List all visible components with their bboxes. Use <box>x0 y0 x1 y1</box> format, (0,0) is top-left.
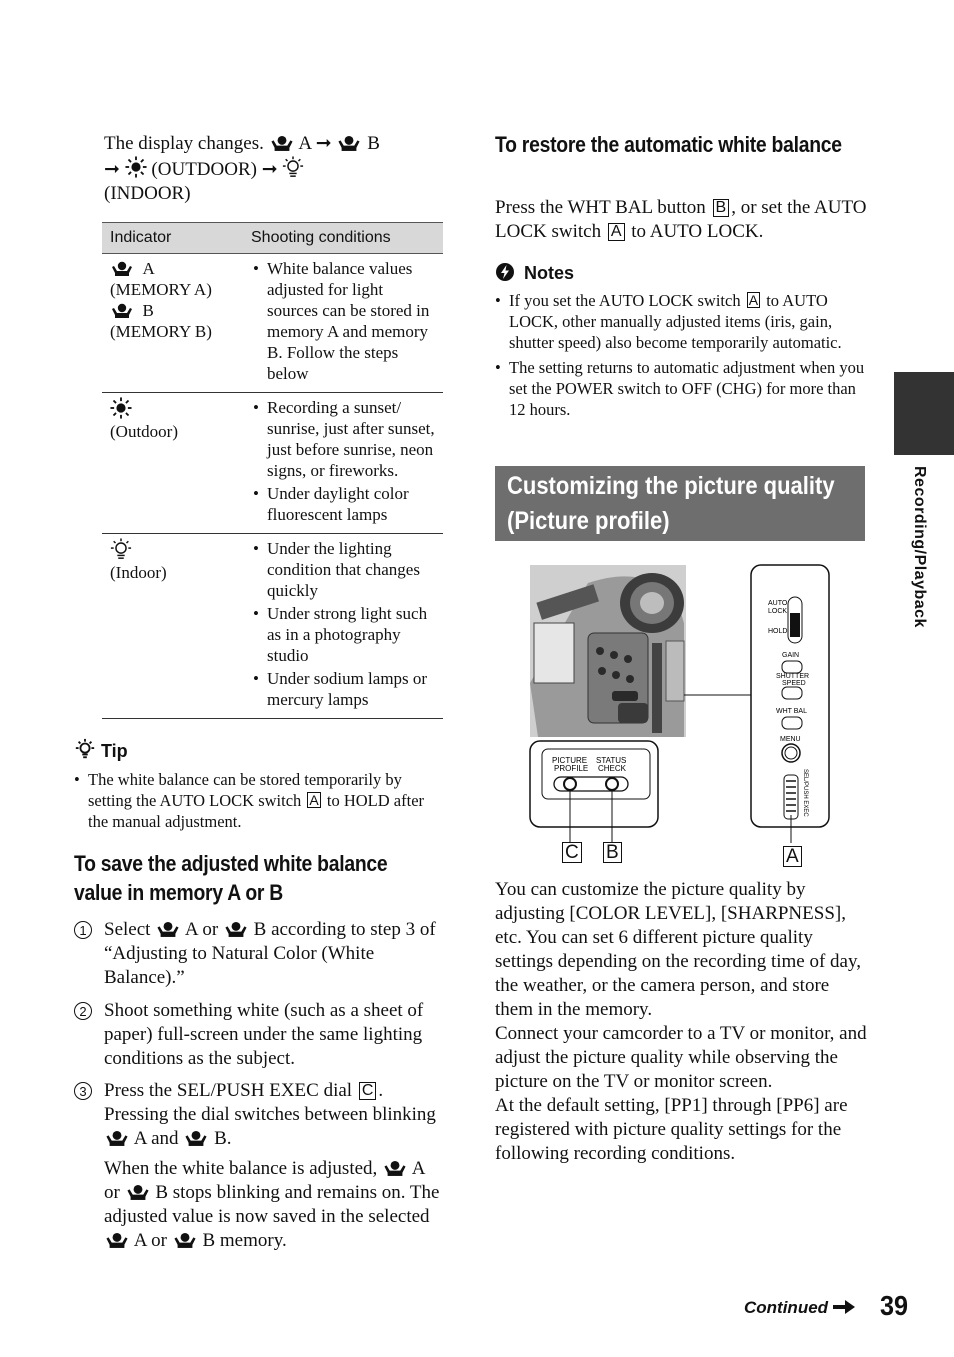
page-number: 39 <box>880 1290 909 1321</box>
white-balance-memory-icon <box>125 1182 151 1201</box>
body-paragraph: At the default setting, [PP1] through [PP6] are registered with picture quality settings for the following recording conditions. <box>495 1095 848 1164</box>
svg-text:GAIN: GAIN <box>782 652 800 659</box>
body-paragraph: Connect your camcorder to a TV or monitor, and adjust the picture quality while observing the picture on the TV or monitor screen. <box>495 1023 867 1092</box>
svg-text:STATUS: STATUS <box>596 756 627 765</box>
list-item: • White balance values adjusted for light sources can be stored in memory A and memory B. Follow the steps below <box>251 258 435 384</box>
conditions-cell <box>243 254 443 393</box>
restore-paragraph: Press the WHT BAL button B , or set the AUTO LOCK switch A to AUTO LOCK. <box>495 197 867 242</box>
step-1: 1 Select A or B according to step 3 of “Adjusting to Natural Color (White Balance).” <box>74 918 442 990</box>
svg-text:PICTURE: PICTURE <box>552 756 588 765</box>
section-side-tab <box>894 372 954 455</box>
picture-profile-body <box>495 878 867 1166</box>
step-3: 3 Press the SEL/PUSH EXEC dial C . Pressing the dial switches between blinking A and B. <box>74 1079 442 1151</box>
table-header: Indicator <box>102 223 243 254</box>
callout-a-label: A <box>783 846 802 867</box>
status-check-button[interactable] <box>606 778 618 790</box>
note-item: • If you set the AUTO LOCK switch A to AUTO LOCK, other manually adjusted items (iris, gain, shutter speed) also become temporarily automatic. <box>495 290 867 353</box>
white-balance-memory-icon <box>104 1128 130 1147</box>
camcorder-figure <box>528 563 838 868</box>
outdoor-sun-icon <box>110 397 132 419</box>
svg-text:PROFILE: PROFILE <box>554 764 589 773</box>
section-side-label: Recording/Playback <box>911 466 928 628</box>
restore-heading: To restore the automatic white balance <box>495 132 842 157</box>
svg-text:WHT BAL: WHT BAL <box>776 708 807 715</box>
white-balance-memory-icon <box>110 301 134 319</box>
callout-b-label: B <box>603 842 622 863</box>
step-number: 1 <box>74 921 92 939</box>
save-heading: To save the adjusted white balance value in memory A or B <box>74 851 388 905</box>
list-item: • Recording a sunset/ sunrise, just after sunset, just before sunrise, neon signs, or fireworks. <box>251 397 435 481</box>
list-item: • Under daylight color fluorescent lamps <box>251 483 435 525</box>
svg-text:MENU: MENU <box>780 736 801 743</box>
svg-text:SEL/PUSH EXEC: SEL/PUSH EXEC <box>802 769 808 817</box>
outdoor-sun-icon <box>125 156 147 178</box>
svg-text:HOLD: HOLD <box>768 628 788 635</box>
svg-text:LOCK: LOCK <box>768 608 788 615</box>
callout-a-label: A <box>309 792 319 808</box>
white-balance-memory-icon <box>155 919 181 938</box>
step-number: 3 <box>74 1082 92 1100</box>
notes-title: Notes <box>524 263 575 283</box>
white-balance-memory-icon <box>183 1128 209 1147</box>
gain-button[interactable] <box>782 661 802 673</box>
svg-text:AUTO: AUTO <box>768 600 788 607</box>
white-balance-memory-icon <box>269 133 295 152</box>
white-balance-table <box>102 222 443 719</box>
white-balance-memory-icon <box>382 1158 408 1177</box>
callout-c-label: C <box>359 1082 377 1100</box>
step-number: 2 <box>74 1002 92 1020</box>
white-balance-memory-icon <box>104 1230 130 1249</box>
arrow-right-icon <box>833 1300 855 1314</box>
white-balance-memory-icon <box>172 1230 198 1249</box>
svg-text:CHECK: CHECK <box>598 764 627 773</box>
indicator-cell: (Indoor) <box>102 534 243 719</box>
table-row <box>102 254 443 393</box>
table-header: Shooting conditions <box>243 223 443 254</box>
table-row <box>102 534 443 719</box>
callout-b-label: B <box>713 199 730 217</box>
callout-a-label: A <box>748 292 759 308</box>
conditions-cell <box>243 534 443 719</box>
table-header-row <box>102 223 443 254</box>
indicator-cell: (Outdoor) <box>102 393 243 534</box>
picture-profile-button[interactable] <box>564 778 576 790</box>
list-item: • Under sodium lamps or mercury lamps <box>251 668 435 710</box>
indoor-bulb-icon <box>282 156 304 178</box>
after-adjust-paragraph: When the white balance is adjusted, A or B stops blinking and remains on. The adjusted value is now saved in the selected A or B memory. <box>104 1158 440 1251</box>
indoor-bulb-icon <box>110 538 132 560</box>
white-balance-memory-icon <box>110 259 134 277</box>
list-item: • Under strong light such as in a photography studio <box>251 603 435 666</box>
step-2: 2 Shoot something white (such as a sheet of paper) full-screen under the same lighting conditions as the subject. <box>74 999 442 1071</box>
conditions-cell <box>243 393 443 534</box>
list-item: • Under the lighting condition that changes quickly <box>251 538 435 601</box>
callout-a-label: A <box>608 223 625 241</box>
wht-bal-button[interactable] <box>782 717 802 729</box>
tip-lightbulb-icon <box>74 738 96 760</box>
intro-paragraph: The display changes. A ➞ B ➞ (OUTDOOR) ➞ (INDOOR) <box>104 133 380 204</box>
switch-panel <box>751 565 829 827</box>
notes-warning-icon <box>495 262 515 282</box>
section-banner: Customizing the picture quality (Picture profile) <box>495 466 865 541</box>
tip-item: • The white balance can be stored temporarily by setting the AUTO LOCK switch A to HOLD after the manual adjustment. <box>74 769 444 832</box>
svg-text:SHUTTER: SHUTTER <box>776 673 810 680</box>
indicator-cell: A (MEMORY A) B (MEMORY B) <box>102 254 243 393</box>
white-balance-memory-icon <box>336 133 362 152</box>
note-item: • The setting returns to automatic adjustment when you set the POWER switch to OFF (CHG) for more than 12 hours. <box>495 357 867 420</box>
continued-label: Continued <box>744 1298 855 1318</box>
white-balance-memory-icon <box>223 919 249 938</box>
callout-c-label: C <box>562 842 582 863</box>
table-row <box>102 393 443 534</box>
tip-section <box>74 738 444 832</box>
svg-text:SPEED: SPEED <box>782 680 806 687</box>
shutter-speed-button[interactable] <box>782 687 802 699</box>
notes-section <box>495 261 867 420</box>
camcorder-illustration <box>530 565 686 737</box>
body-paragraph: You can customize the picture quality by adjusting [COLOR LEVEL], [SHARPNESS], etc. You can set 6 different picture quality settings depending on the recording time of day, the weather, or the camera person, and store them in the memory. <box>495 879 862 1020</box>
tip-title: Tip <box>101 741 128 761</box>
